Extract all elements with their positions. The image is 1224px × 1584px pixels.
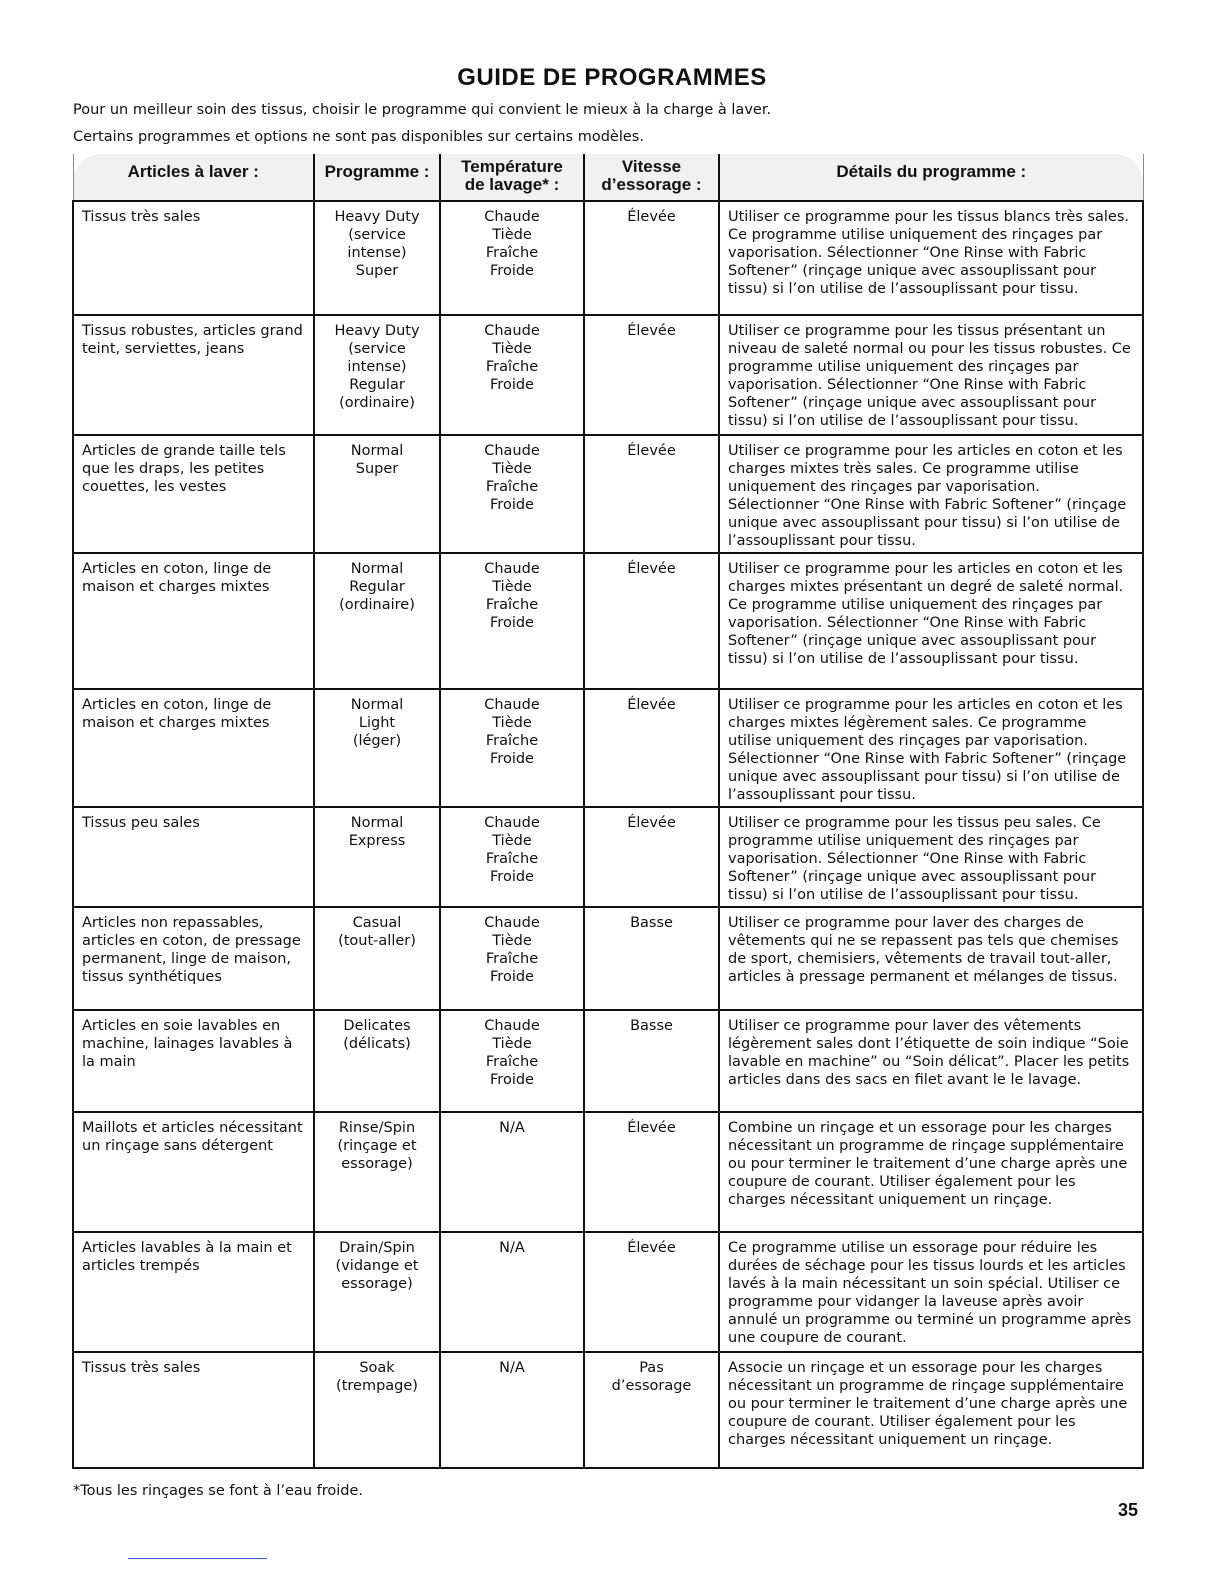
table-body bbox=[73, 201, 1143, 1468]
table-row bbox=[73, 315, 1143, 435]
table-row bbox=[73, 435, 1143, 553]
cell-details: Associe un rinçage et un essorage pour les charges nécessitant un programme de rinçage supplémentaire ou pour terminer le traitement d’une charge après une coupure de courant. Utiliser également pour les charges nécessitant uniquement un rinçage. bbox=[719, 1352, 1143, 1468]
table-row bbox=[73, 689, 1143, 807]
intro-line-2: Certains programmes et options ne sont pas disponibles sur certains modèles. bbox=[73, 129, 644, 145]
table-row bbox=[73, 907, 1143, 1010]
intro-line-1: Pour un meilleur soin des tissus, choisir le programme qui convient le mieux à la charge à laver. bbox=[73, 102, 772, 118]
cell-vitesse: Élevée bbox=[584, 435, 719, 553]
cell-programme: Normal Regular (ordinaire) bbox=[314, 553, 440, 689]
cell-details: Utiliser ce programme pour les articles en coton et les charges mixtes très sales. Ce programme utilise uniquement des rinçages par vaporisation. Sélectionner “One Rinse with Fabric Softener” (rinçage unique avec assouplissant pour tissu) si l’on utilise de l’assouplissant pour tissu. bbox=[719, 435, 1143, 553]
cell-temperature: Chaude Tiède Fraîche Froide bbox=[440, 553, 584, 689]
table-row bbox=[73, 201, 1143, 315]
cell-details: Utiliser ce programme pour les tissus blancs très sales. Ce programme utilise uniquement des rinçages par vaporisation. Sélectionner “One Rinse with Fabric Softener” (rinçage unique avec assouplissant pour tissu) si l’on utilise de l’assouplissant pour tissu. bbox=[719, 201, 1143, 315]
cell-vitesse: Basse bbox=[584, 907, 719, 1010]
cell-vitesse: Élevée bbox=[584, 553, 719, 689]
cell-details: Utiliser ce programme pour les articles en coton et les charges mixtes légèrement sales. Ce programme utilise uniquement des rinçages par vaporisation. Sélectionner “One Rinse with Fabric Softener” (rinçage unique avec assouplissant pour tissu) si l’on utilise de l’assouplissant pour tissu. bbox=[719, 689, 1143, 807]
cell-temperature: N/A bbox=[440, 1352, 584, 1468]
page-title: GUIDE DE PROGRAMMES bbox=[457, 64, 767, 91]
cell-details: Utiliser ce programme pour les tissus présentant un niveau de saleté normal ou pour les tissus robustes. Ce programme utilise uniquement des rinçages par vaporisation. Sélectionner “One Rinse with Fabric Softener” (rinçage unique avec assouplissant pour tissu) si l’on utilise de l’assouplissant pour tissu. bbox=[719, 315, 1143, 435]
cell-articles: Articles lavables à la main et articles trempés bbox=[73, 1232, 314, 1352]
cell-articles: Articles non repassables, articles en coton, de pressage permanent, linge de maison, tissus synthétiques bbox=[73, 907, 314, 1010]
cell-details: Combine un rinçage et un essorage pour les charges nécessitant un programme de rinçage supplémentaire ou pour terminer le traitement d’une charge après une coupure de courant. Utiliser également pour les charges nécessitant uniquement un rinçage. bbox=[719, 1112, 1143, 1232]
cell-programme: Normal Super bbox=[314, 435, 440, 553]
cell-details: Utiliser ce programme pour laver des charges de vêtements qui ne se repassent pas tels que chemises de sport, chemisiers, vêtements de travail tout-aller, articles à pressage permanent et mélanges de tissus. bbox=[719, 907, 1143, 1010]
cell-temperature: N/A bbox=[440, 1232, 584, 1352]
cell-temperature: Chaude Tiède Fraîche Froide bbox=[440, 907, 584, 1010]
header-articles: Articles à laver : bbox=[73, 154, 314, 201]
cell-articles: Tissus très sales bbox=[73, 201, 314, 315]
table-row bbox=[73, 1352, 1143, 1468]
cell-vitesse: Élevée bbox=[584, 1112, 719, 1232]
cell-articles: Articles en coton, linge de maison et charges mixtes bbox=[73, 689, 314, 807]
cell-articles: Tissus peu sales bbox=[73, 807, 314, 907]
table-row bbox=[73, 1010, 1143, 1112]
table-row bbox=[73, 1232, 1143, 1352]
cell-vitesse: Élevée bbox=[584, 315, 719, 435]
cell-temperature: Chaude Tiède Fraîche Froide bbox=[440, 201, 584, 315]
cell-temperature: Chaude Tiède Fraîche Froide bbox=[440, 315, 584, 435]
cell-vitesse: Élevée bbox=[584, 201, 719, 315]
cell-vitesse: Élevée bbox=[584, 807, 719, 907]
header-row bbox=[73, 154, 1143, 201]
header-details: Détails du programme : bbox=[719, 154, 1143, 201]
page-number: 35 bbox=[1118, 1500, 1139, 1520]
cell-programme: Drain/Spin (vidange et essorage) bbox=[314, 1232, 440, 1352]
cell-articles: Maillots et articles nécessitant un rinçage sans détergent bbox=[73, 1112, 314, 1232]
cell-programme: Delicates (délicats) bbox=[314, 1010, 440, 1112]
cell-temperature: Chaude Tiède Fraîche Froide bbox=[440, 1010, 584, 1112]
cell-vitesse: Élevée bbox=[584, 689, 719, 807]
cell-articles: Articles en soie lavables en machine, lainages lavables à la main bbox=[73, 1010, 314, 1112]
cell-details: Utiliser ce programme pour laver des vêtements légèrement sales dont l’étiquette de soin indique “Soie lavable en machine” ou “Soin délicat”. Placer les petits articles dans des sacs en filet avant le le lavage. bbox=[719, 1010, 1143, 1112]
cell-vitesse: Élevée bbox=[584, 1232, 719, 1352]
cell-programme: Rinse/Spin (rinçage et essorage) bbox=[314, 1112, 440, 1232]
cell-programme: Casual (tout-aller) bbox=[314, 907, 440, 1010]
cell-programme: Normal Light (léger) bbox=[314, 689, 440, 807]
cell-programme: Heavy Duty (service intense) Regular (ordinaire) bbox=[314, 315, 440, 435]
cell-details: Utiliser ce programme pour les articles en coton et les charges mixtes présentant un degré de saleté normal. Ce programme utilise uniquement des rinçages par vaporisation. Sélectionner “One Rinse with Fabric Softener” (rinçage unique avec assouplissant pour tissu) si l’on utilise de l’assouplissant pour tissu. bbox=[719, 553, 1143, 689]
cell-programme: Soak (trempage) bbox=[314, 1352, 440, 1468]
cell-articles: Articles en coton, linge de maison et charges mixtes bbox=[73, 553, 314, 689]
cell-vitesse: Basse bbox=[584, 1010, 719, 1112]
cell-articles: Tissus très sales bbox=[73, 1352, 314, 1468]
cell-articles: Tissus robustes, articles grand teint, serviettes, jeans bbox=[73, 315, 314, 435]
cell-vitesse: Pas d’essorage bbox=[584, 1352, 719, 1468]
table-row bbox=[73, 1112, 1143, 1232]
cell-temperature: N/A bbox=[440, 1112, 584, 1232]
cell-details: Utiliser ce programme pour les tissus peu sales. Ce programme utilise uniquement des rinçages par vaporisation. Sélectionner “One Rinse with Fabric Softener” (rinçage unique avec assouplissant pour tissu) si l’on utilise de l’assouplissant pour tissu. bbox=[719, 807, 1143, 907]
cell-articles: Articles de grande taille tels que les draps, les petites couettes, les vestes bbox=[73, 435, 314, 553]
cell-programme: Heavy Duty (service intense) Super bbox=[314, 201, 440, 315]
header-programme: Programme : bbox=[314, 154, 440, 201]
header-temperature: Température de lavage* : bbox=[440, 154, 584, 201]
program-guide-table bbox=[72, 154, 1144, 1469]
cell-temperature: Chaude Tiède Fraîche Froide bbox=[440, 435, 584, 553]
cell-programme: Normal Express bbox=[314, 807, 440, 907]
table-row bbox=[73, 553, 1143, 689]
table-row bbox=[73, 807, 1143, 907]
footer-rule bbox=[128, 1558, 267, 1559]
cell-temperature: Chaude Tiède Fraîche Froide bbox=[440, 689, 584, 807]
header-vitesse: Vitesse d’essorage : bbox=[584, 154, 719, 201]
cell-details: Ce programme utilise un essorage pour réduire les durées de séchage pour les tissus lourds et les articles lavés à la main nécessitant un soin spécial. Utiliser ce programme pour vidanger la laveuse après avoir annulé un programme ou terminé un programme après une coupure de courant. bbox=[719, 1232, 1143, 1352]
cell-temperature: Chaude Tiède Fraîche Froide bbox=[440, 807, 584, 907]
footnote: *Tous les rinçages se font à l’eau froide. bbox=[73, 1483, 363, 1499]
